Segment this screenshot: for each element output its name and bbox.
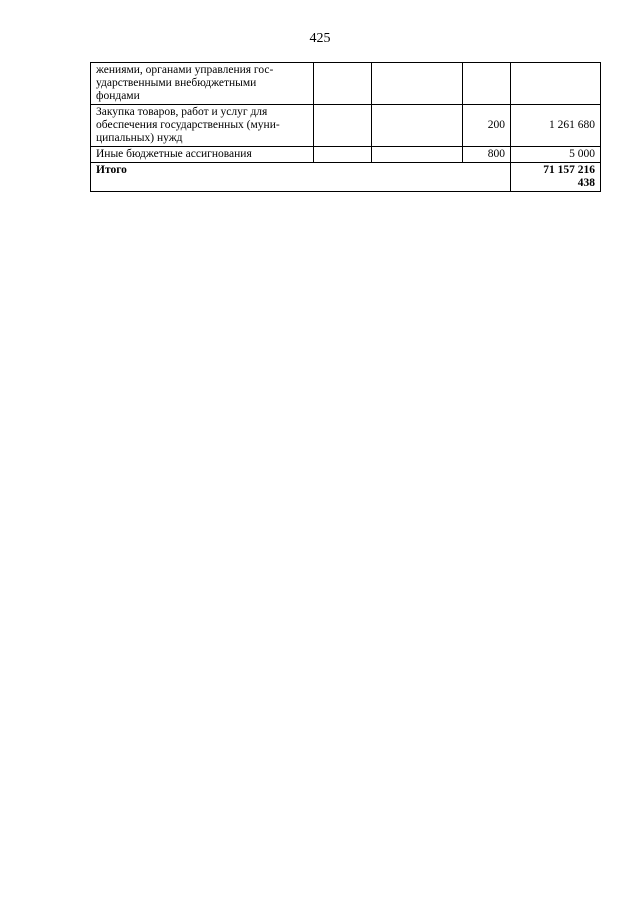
table-row bbox=[91, 105, 601, 147]
row-name-line: жениями, органами управления гос- bbox=[96, 64, 274, 76]
row-name-cell bbox=[91, 105, 314, 147]
row-name-line: Закупка товаров, работ и услуг для bbox=[96, 106, 268, 118]
vr-cell: 800 bbox=[463, 147, 511, 163]
row-name-line: Иные бюджетные ассигнования bbox=[96, 148, 252, 160]
page-number: 425 bbox=[309, 31, 331, 46]
col-a-cell bbox=[314, 105, 372, 147]
row-name-cell bbox=[91, 147, 314, 163]
vr-cell bbox=[463, 63, 511, 105]
row-name-line: ципальных) нужд bbox=[96, 132, 183, 144]
sum-cell: 1 261 680 bbox=[511, 105, 601, 147]
table-row bbox=[91, 63, 601, 105]
total-sum-line: 71 157 216 bbox=[543, 164, 595, 176]
row-name-line: обеспечения государственных (муни- bbox=[96, 119, 280, 131]
vr-cell: 200 bbox=[463, 105, 511, 147]
row-name-line: фондами bbox=[96, 90, 140, 102]
table-row bbox=[91, 147, 601, 163]
row-name-line: ударственными внебюджетными bbox=[96, 77, 257, 89]
total-row bbox=[91, 163, 601, 192]
col-a-cell bbox=[314, 147, 372, 163]
total-sum-line: 438 bbox=[577, 177, 595, 189]
col-b-cell bbox=[372, 63, 463, 105]
col-b-cell bbox=[372, 105, 463, 147]
sum-cell: 5 000 bbox=[511, 147, 601, 163]
col-b-cell bbox=[372, 147, 463, 163]
total-sum-cell bbox=[511, 163, 601, 192]
sum-cell bbox=[511, 63, 601, 105]
total-label-cell: Итого bbox=[91, 163, 511, 192]
col-a-cell bbox=[314, 63, 372, 105]
row-name-cell bbox=[91, 63, 314, 105]
budget-table bbox=[90, 62, 601, 192]
